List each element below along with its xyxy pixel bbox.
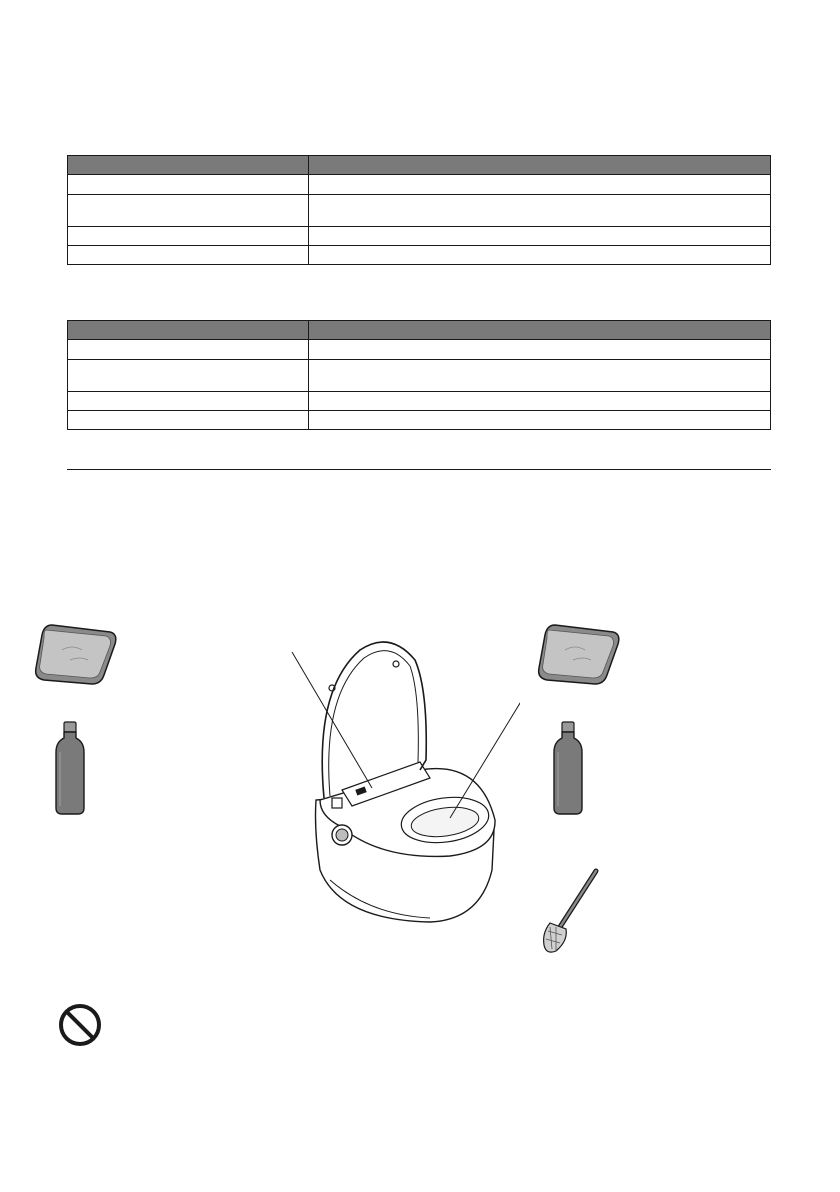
prohibition-icon: [55, 1000, 105, 1050]
table-row: [68, 195, 771, 227]
toilet-brush-icon: [530, 865, 610, 955]
table-cell: [68, 411, 309, 430]
spec-table-1: [67, 155, 771, 265]
table-cell: [309, 411, 771, 430]
table-cell: [68, 360, 309, 392]
table-header-row: [68, 321, 771, 340]
table-cell: [68, 392, 309, 411]
table-header-cell: [309, 321, 771, 340]
table-row: [68, 360, 771, 392]
section-divider: [67, 469, 771, 470]
table-cell: [68, 246, 309, 265]
table-header-cell: [309, 156, 771, 175]
table-row: [68, 411, 771, 430]
table-row: [68, 175, 771, 195]
table-row: [68, 246, 771, 265]
table-cell: [309, 246, 771, 265]
table-cell: [309, 227, 771, 246]
table-header-row: [68, 156, 771, 175]
table-cell: [309, 340, 771, 360]
table-header-cell: [68, 321, 309, 340]
table-row: [68, 392, 771, 411]
table-cell: [309, 392, 771, 411]
table-header-cell: [68, 156, 309, 175]
cloth-icon: [525, 620, 625, 690]
table-cell: [309, 175, 771, 195]
table-cell: [68, 175, 309, 195]
table-cell: [68, 340, 309, 360]
spec-table-2: [67, 320, 771, 430]
cloth-icon: [22, 620, 122, 690]
table-row: [68, 340, 771, 360]
detergent-bottle-icon: [50, 720, 90, 816]
table-row: [68, 227, 771, 246]
toilet-illustration: [280, 630, 520, 930]
table-cell: [309, 360, 771, 392]
table-cell: [68, 195, 309, 227]
table-cell: [309, 195, 771, 227]
detergent-bottle-icon: [548, 720, 588, 816]
table-cell: [68, 227, 309, 246]
